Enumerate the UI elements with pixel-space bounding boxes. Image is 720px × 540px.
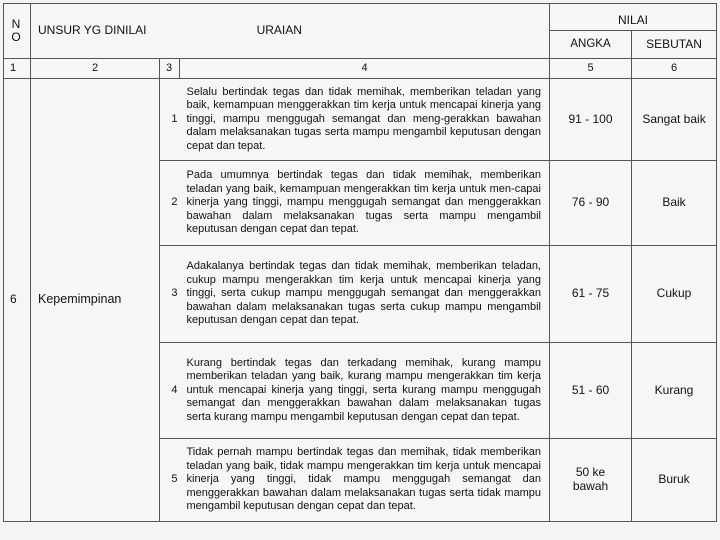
- row-number: 2: [160, 161, 180, 246]
- row-uraian: Pada umumnya bertindak tegas dan tidak memihak, memberikan teladan yang baik, kemampuan mengerakkan tim kerja untuk men-capai kinerja yang tinggi, mampu menggugah semangat dan menggerakkan bawahan dalam melaksanakan tugas serta mampu mengambil keputusan dengan cepat dan tepat.: [180, 161, 550, 246]
- row-angka: 50 ke bawah: [550, 439, 632, 522]
- row-sebutan: Baik: [632, 161, 717, 246]
- header-nilai: NILAI: [550, 4, 717, 31]
- colnum-5: 5: [550, 59, 632, 79]
- header-uraian: URAIAN: [160, 4, 550, 59]
- row-uraian: Tidak pernah mampu bertindak tegas dan memihak, tidak memberikan teladan yang baik, tidak mampu mengerakkan tim kerja untuk mencapai kinerja yang tinggi, tidak mampu menggugah semangat dan menggerakkan bawahan dalam melaksanakan tugas serta tidak mampu mengambil keputusan dengan cepat dan tepat.: [180, 439, 550, 522]
- row-sebutan: Sangat baik: [632, 79, 717, 161]
- header-no: [4, 4, 31, 59]
- row-angka: 76 - 90: [550, 161, 632, 246]
- row-uraian: Adakalanya bertindak tegas dan tidak memihak, memberikan teladan, cukup mampu mengerakkan tim kerja untuk mencapai kinerja yang tinggi, serta cukup mampu menggugah semangat dan menggerakkan bawahan dalam melaksanakan tugas serta cukup mampu mengambil keputusan dengan cepat dan tepat.: [180, 246, 550, 343]
- row-number: 3: [160, 246, 180, 343]
- table-row: [4, 79, 717, 161]
- row-number: 5: [160, 439, 180, 522]
- row-angka: 51 - 60: [550, 343, 632, 439]
- colnum-3: 3: [160, 59, 180, 79]
- header-angka: ANGKA: [550, 31, 632, 59]
- header-sebutan: SEBUTAN: [632, 31, 717, 59]
- unsur-number: 6: [4, 79, 31, 522]
- row-uraian: Kurang bertindak tegas dan terkadang memihak, kurang mampu memberikan teladan yang baik, kurang mampu mengerakkan tim kerja untuk mencapai kinerja yang tinggi, serta kurang mampu menggugah semangat dan menggerakkan bawahan dalam melaksanakan tugas serta kurang mampu mengambil keputusan dengan cepat dan tepat.: [180, 343, 550, 439]
- colnum-4: 4: [180, 59, 550, 79]
- colnum-1: 1: [4, 59, 31, 79]
- row-sebutan: Cukup: [632, 246, 717, 343]
- row-number: 1: [160, 79, 180, 161]
- row-sebutan: Kurang: [632, 343, 717, 439]
- unsur-name: Kepemimpinan: [31, 79, 160, 522]
- row-angka: 61 - 75: [550, 246, 632, 343]
- row-sebutan: Buruk: [632, 439, 717, 522]
- row-uraian: Selalu bertindak tegas dan tidak memihak, memberikan teladan yang baik, kemampuan menggerakkan tim kerja untuk mencapai kinerja yang tinggi, mampu menggugah semangat dan meng-gerakkan bawahan dalam melaksanakan tugas serta mampu mengambil keputusan dengan cepat dan tepat.: [180, 79, 550, 161]
- column-number-row: [4, 59, 717, 79]
- colnum-2: 2: [31, 59, 160, 79]
- row-number: 4: [160, 343, 180, 439]
- header-row: [4, 4, 717, 31]
- colnum-6: 6: [632, 59, 717, 79]
- header-no-text: N O: [11, 17, 21, 44]
- header-unsur: UNSUR YG DINILAI: [31, 4, 160, 59]
- assessment-table: [3, 3, 717, 522]
- row-angka: 91 - 100: [550, 79, 632, 161]
